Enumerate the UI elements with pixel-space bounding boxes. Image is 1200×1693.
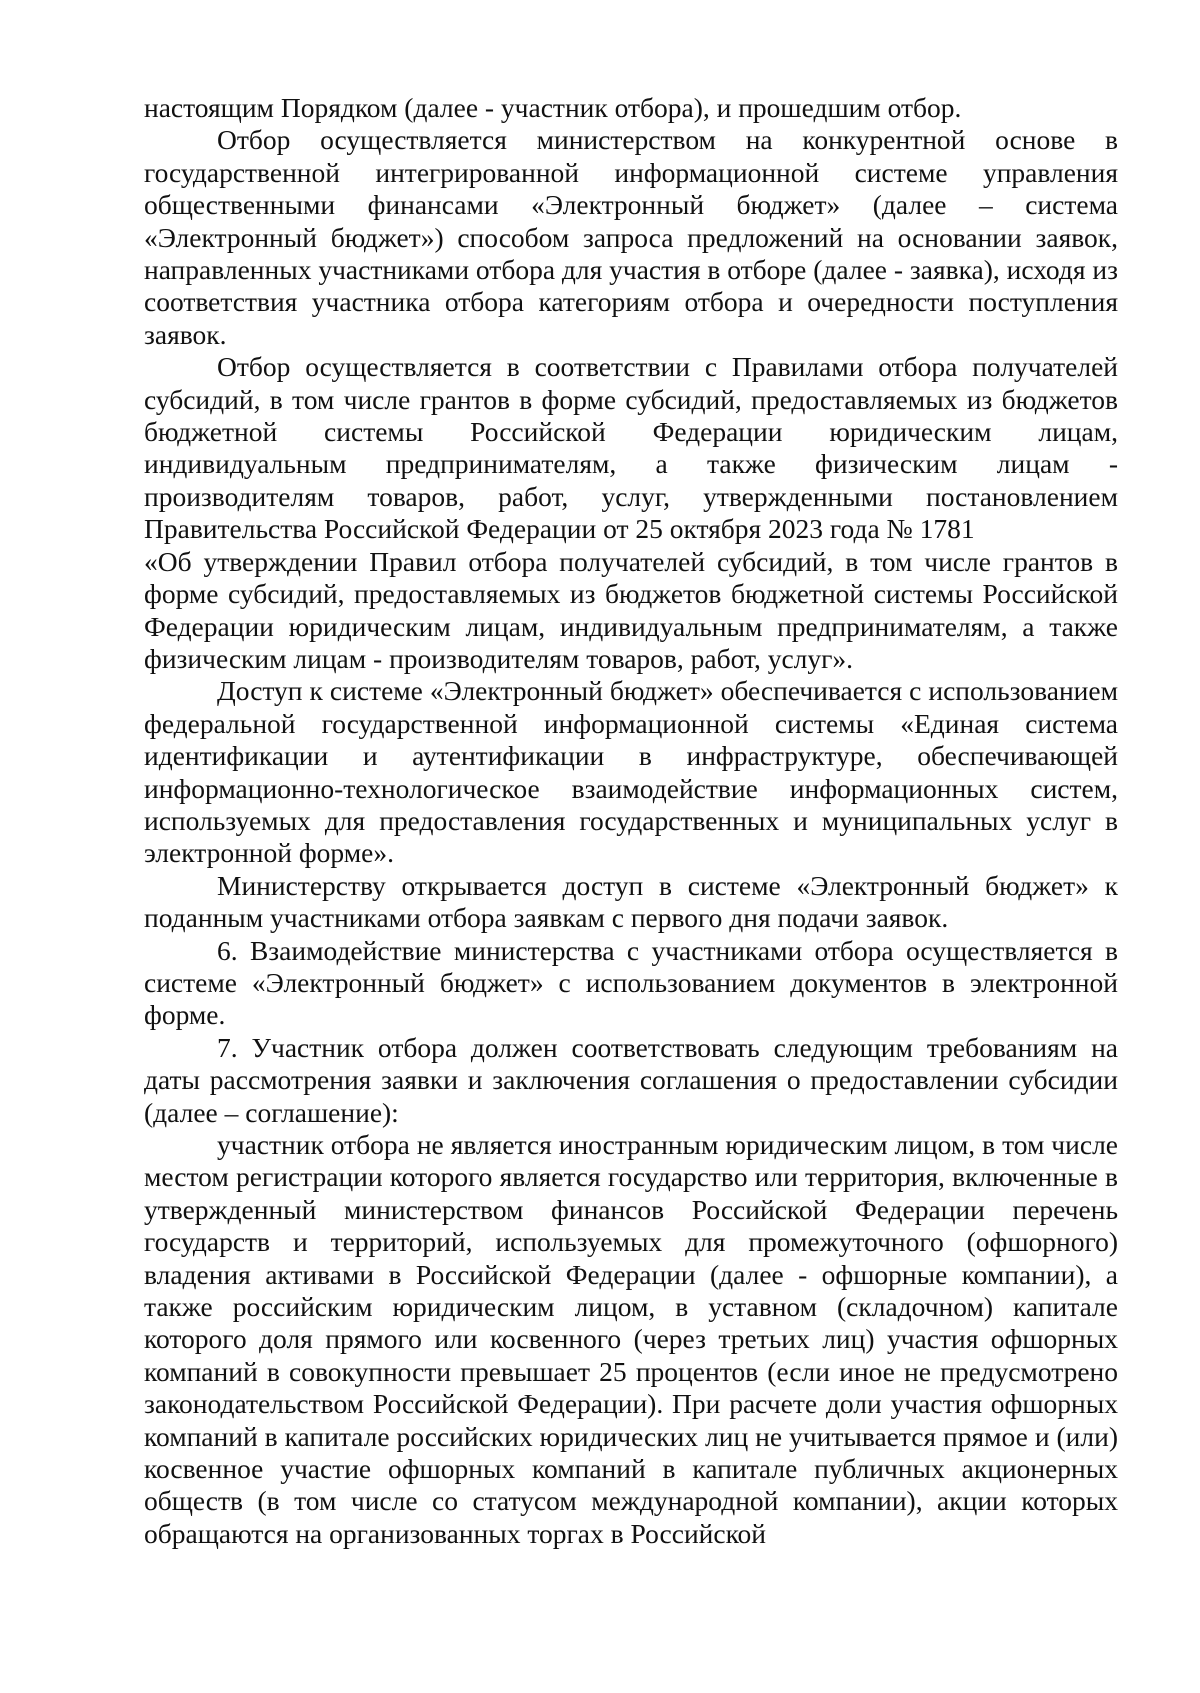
paragraph-selection-rules: Отбор осуществляется в соответствии с Правилами отбора получателей субсидий, в том числе грантов в форме субсидий, предоставляемых из бюджетов бюджетной системы Российской Федерации юридическим лицам, индивидуальным предпринимателям, а также физическим лицам - производителям товаров, работ, услуг, утвержденными постановлением Правительства Российской Федерации от 25 октября 2023 года № 1781 <box>144 351 1118 545</box>
paragraph-rules-title: «Об утверждении Правил отбора получателей субсидий, в том числе грантов в форме субсидий, предоставляемых из бюджетов бюджетной системы Российской Федерации юридическим лицам, индивидуальным предпринимателям, а также физическим лицам - производителям товаров, работ, услуг». <box>144 545 1118 674</box>
paragraph-offshore-requirement: участник отбора не является иностранным юридическим лицом, в том числе местом регистрации которого является государство или территория, включенные в утвержденный министерством финансов Российской Федерации перечень государств и территорий, используемых для промежуточного (офшорного) владения активами в Российской Федерации (далее - офшорные компании), а также российским юридическим лицом, в уставном (складочном) капитале которого доля прямого или косвенного (через третьих лиц) участия офшорных компаний в совокупности превышает 25 процентов (если иное не предусмотрено законодательством Российской Федерации). При расчете доли участия офшорных компаний в капитале российских юридических лиц не учитывается прямое и (или) косвенное участие офшорных компаний в капитале публичных акционерных обществ (в том числе со статусом международной компании), акции которых обращаются на организованных торгах в Российской <box>144 1129 1118 1549</box>
paragraph-ministry-access: Министерству открывается доступ в системе «Электронный бюджет» к поданным участниками отбора заявкам с первого дня подачи заявок. <box>144 869 1118 934</box>
paragraph-item-6: 6. Взаимодействие министерства с участниками отбора осуществляется в системе «Электронный бюджет» с использованием документов в электронной форме. <box>144 934 1118 1031</box>
paragraph-item-7: 7. Участник отбора должен соответствовать следующим требованиям на даты рассмотрения заявки и заключения соглашения о предоставлении субсидии (далее – соглашение): <box>144 1031 1118 1128</box>
paragraph-system-access: Доступ к системе «Электронный бюджет» обеспечивается с использованием федеральной государственной информационной системы «Единая система идентификации и аутентификации в инфраструктуре, обеспечивающей информационно-технологическое взаимодействие информационных систем, используемых для предоставления государственных и муниципальных услуг в электронной форме». <box>144 675 1118 869</box>
paragraph-selection-procedure: Отбор осуществляется министерством на конкурентной основе в государственной интегрированной информационной системе управления общественными финансами «Электронный бюджет» (далее – система «Электронный бюджет») способом запроса предложений на основании заявок, направленных участниками отбора для участия в отборе (далее - заявка), исходя из соответствия участника отбора категориям отбора и очередности поступления заявок. <box>144 124 1118 350</box>
document-body <box>144 92 1118 1550</box>
paragraph-continuation: настоящим Порядком (далее - участник отбора), и прошедшим отбор. <box>144 92 962 123</box>
